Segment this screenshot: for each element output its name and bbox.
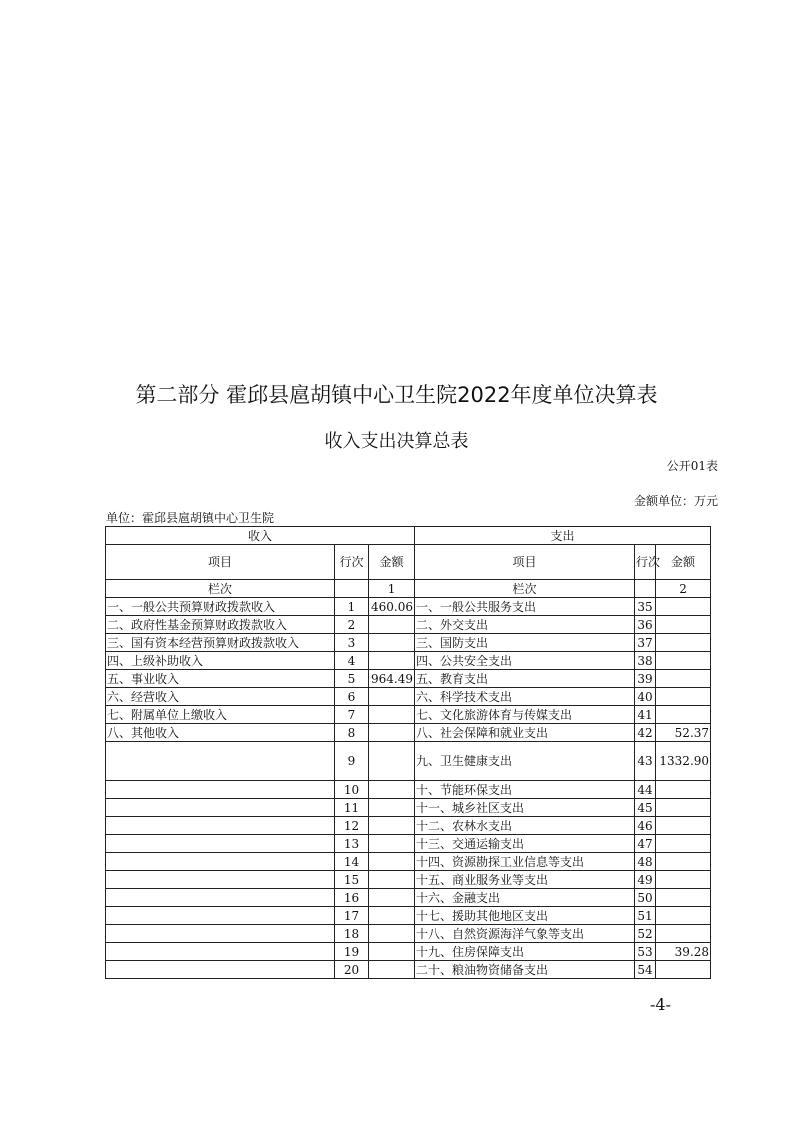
income-item-cell: [106, 961, 335, 979]
income-line-cell: 4: [335, 652, 369, 670]
expense-item-cell: 三、国防支出: [415, 634, 635, 652]
expense-amount-cell: [656, 616, 711, 634]
income-item-cell: [106, 907, 335, 925]
amount-unit: 金额单位：万元: [633, 494, 718, 508]
income-amount-cell: [369, 652, 415, 670]
expense-line-cell: 43: [635, 742, 656, 781]
expense-item-cell: 一、一般公共服务支出: [415, 598, 635, 616]
income-item-cell: [106, 835, 335, 853]
expense-item-cell: 六、科学技术支出: [415, 688, 635, 706]
expense-line-cell: 46: [635, 817, 656, 835]
table-row: [106, 925, 711, 943]
income-item-cell: [106, 742, 335, 781]
expense-amount-cell: [656, 598, 711, 616]
income-line-cell: 2: [335, 616, 369, 634]
income-line-cell: 15: [335, 871, 369, 889]
income-amount-cell: [369, 781, 415, 799]
income-header: 收入: [106, 527, 415, 545]
income-line-cell: 16: [335, 889, 369, 907]
income-line-cell: 10: [335, 781, 369, 799]
expense-line-header: 行次: [635, 545, 656, 580]
income-line-cell: 6: [335, 688, 369, 706]
table-row: [106, 670, 711, 688]
income-line-cell: 19: [335, 943, 369, 961]
expense-amount-cell: [656, 961, 711, 979]
expense-amount-cell: [656, 634, 711, 652]
income-item-cell: [106, 925, 335, 943]
income-line-header: 行次: [335, 545, 369, 580]
expense-line-cell: 52: [635, 925, 656, 943]
income-amount-cell: 460.06: [369, 598, 415, 616]
income-index-blank: [335, 580, 369, 598]
income-item-cell: [106, 889, 335, 907]
table-row: [106, 706, 711, 724]
expense-line-cell: 45: [635, 799, 656, 817]
expense-line-cell: 47: [635, 835, 656, 853]
table-row: [106, 781, 711, 799]
table-row: [106, 853, 711, 871]
income-amount-cell: [369, 943, 415, 961]
income-col-number: 1: [369, 580, 415, 598]
income-item-cell: [106, 799, 335, 817]
income-line-cell: 13: [335, 835, 369, 853]
income-item-cell: [106, 853, 335, 871]
income-item-cell: 二、政府性基金预算财政拨款收入: [106, 616, 335, 634]
expense-line-cell: 35: [635, 598, 656, 616]
income-amount-cell: [369, 616, 415, 634]
expense-header: 支出: [415, 527, 711, 545]
expense-amount-cell: 1332.90: [656, 742, 711, 781]
income-amount-cell: [369, 961, 415, 979]
expense-amount-header: 金额: [656, 545, 711, 580]
income-amount-cell: [369, 706, 415, 724]
expense-line-cell: 39: [635, 670, 656, 688]
income-item-cell: 六、经营收入: [106, 688, 335, 706]
income-amount-cell: [369, 907, 415, 925]
form-code: 公开01表: [666, 459, 718, 473]
expense-line-cell: 38: [635, 652, 656, 670]
expense-item-cell: 九、卫生健康支出: [415, 742, 635, 781]
expense-line-cell: 41: [635, 706, 656, 724]
income-amount-cell: [369, 925, 415, 943]
expense-line-cell: 40: [635, 688, 656, 706]
expense-line-cell: 50: [635, 889, 656, 907]
income-amount-cell: [369, 835, 415, 853]
income-line-cell: 12: [335, 817, 369, 835]
expense-item-cell: 十二、农林水支出: [415, 817, 635, 835]
income-amount-cell: [369, 817, 415, 835]
income-amount-cell: [369, 889, 415, 907]
income-line-cell: 14: [335, 853, 369, 871]
expense-amount-cell: [656, 817, 711, 835]
table-subtitle: 收入支出决算总表: [324, 431, 469, 452]
income-line-cell: 18: [335, 925, 369, 943]
income-line-cell: 8: [335, 724, 369, 742]
table-row: [106, 943, 711, 961]
page-title: 第二部分 霍邱县扈胡镇中心卫生院2022年度单位决算表: [135, 383, 658, 407]
income-amount-cell: [369, 871, 415, 889]
expense-amount-cell: [656, 853, 711, 871]
expense-index-label: 栏次: [415, 580, 635, 598]
unit-name: 单位：霍邱县扈胡镇中心卫生院: [106, 511, 275, 525]
expense-item-cell: 七、文化旅游体育与传媒支出: [415, 706, 635, 724]
expense-item-cell: 二十、粮油物资储备支出: [415, 961, 635, 979]
expense-index-blank: [635, 580, 656, 598]
income-amount-cell: [369, 634, 415, 652]
income-item-cell: [106, 781, 335, 799]
expense-line-cell: 37: [635, 634, 656, 652]
expense-line-cell: 54: [635, 961, 656, 979]
income-item-cell: 四、上级补助收入: [106, 652, 335, 670]
income-amount-cell: [369, 742, 415, 781]
income-item-cell: 七、附属单位上缴收入: [106, 706, 335, 724]
table-row: [106, 742, 711, 781]
expense-amount-cell: [656, 889, 711, 907]
income-amount-cell: [369, 688, 415, 706]
income-item-cell: 一、一般公共预算财政拨款收入: [106, 598, 335, 616]
table-row: [106, 634, 711, 652]
income-expense-table: [105, 526, 711, 979]
table-row: [106, 961, 711, 979]
expense-line-cell: 53: [635, 943, 656, 961]
page-number: -4-: [650, 995, 671, 1014]
expense-item-header: 项目: [415, 545, 635, 580]
expense-amount-cell: [656, 835, 711, 853]
expense-amount-cell: [656, 799, 711, 817]
expense-item-cell: 十六、金融支出: [415, 889, 635, 907]
income-amount-cell: [369, 799, 415, 817]
expense-item-cell: 四、公共安全支出: [415, 652, 635, 670]
income-item-cell: [106, 871, 335, 889]
expense-amount-cell: [656, 925, 711, 943]
table-row: [106, 817, 711, 835]
expense-amount-cell: [656, 688, 711, 706]
income-item-cell: [106, 817, 335, 835]
expense-amount-cell: [656, 706, 711, 724]
table-row: [106, 652, 711, 670]
table-row: [106, 598, 711, 616]
income-item-cell: 五、事业收入: [106, 670, 335, 688]
expense-line-cell: 51: [635, 907, 656, 925]
table-row: [106, 889, 711, 907]
expense-item-cell: 二、外交支出: [415, 616, 635, 634]
column-header-row: [106, 545, 711, 580]
expense-item-cell: 五、教育支出: [415, 670, 635, 688]
income-line-cell: 3: [335, 634, 369, 652]
table-row: [106, 871, 711, 889]
expense-amount-cell: [656, 652, 711, 670]
expense-line-cell: 48: [635, 853, 656, 871]
income-item-cell: 八、其他收入: [106, 724, 335, 742]
income-line-cell: 7: [335, 706, 369, 724]
expense-amount-cell: [656, 907, 711, 925]
income-amount-cell: 964.49: [369, 670, 415, 688]
income-amount-cell: [369, 724, 415, 742]
income-item-cell: [106, 943, 335, 961]
expense-amount-cell: 39.28: [656, 943, 711, 961]
expense-col-number: 2: [656, 580, 711, 598]
expense-amount-cell: [656, 670, 711, 688]
income-line-cell: 17: [335, 907, 369, 925]
expense-item-cell: 十四、资源勘探工业信息等支出: [415, 853, 635, 871]
income-line-cell: 11: [335, 799, 369, 817]
expense-item-cell: 八、社会保障和就业支出: [415, 724, 635, 742]
expense-item-cell: 十七、援助其他地区支出: [415, 907, 635, 925]
income-amount-cell: [369, 853, 415, 871]
expense-item-cell: 十九、住房保障支出: [415, 943, 635, 961]
table-row: [106, 688, 711, 706]
income-amount-header: 金额: [369, 545, 415, 580]
income-index-label: 栏次: [106, 580, 335, 598]
expense-line-cell: 49: [635, 871, 656, 889]
income-item-header: 项目: [106, 545, 335, 580]
expense-line-cell: 44: [635, 781, 656, 799]
section-header-row: [106, 527, 711, 545]
income-line-cell: 9: [335, 742, 369, 781]
column-index-row: [106, 580, 711, 598]
expense-line-cell: 36: [635, 616, 656, 634]
table-row: [106, 907, 711, 925]
table-row: [106, 799, 711, 817]
income-line-cell: 1: [335, 598, 369, 616]
table-row: [106, 835, 711, 853]
income-line-cell: 20: [335, 961, 369, 979]
table-row: [106, 616, 711, 634]
income-item-cell: 三、国有资本经营预算财政拨款收入: [106, 634, 335, 652]
expense-item-cell: 十五、商业服务业等支出: [415, 871, 635, 889]
income-line-cell: 5: [335, 670, 369, 688]
expense-item-cell: 十一、城乡社区支出: [415, 799, 635, 817]
expense-item-cell: 十三、交通运输支出: [415, 835, 635, 853]
expense-amount-cell: [656, 781, 711, 799]
expense-amount-cell: 52.37: [656, 724, 711, 742]
expense-amount-cell: [656, 871, 711, 889]
table-row: [106, 724, 711, 742]
expense-item-cell: 十、节能环保支出: [415, 781, 635, 799]
expense-line-cell: 42: [635, 724, 656, 742]
expense-item-cell: 十八、自然资源海洋气象等支出: [415, 925, 635, 943]
